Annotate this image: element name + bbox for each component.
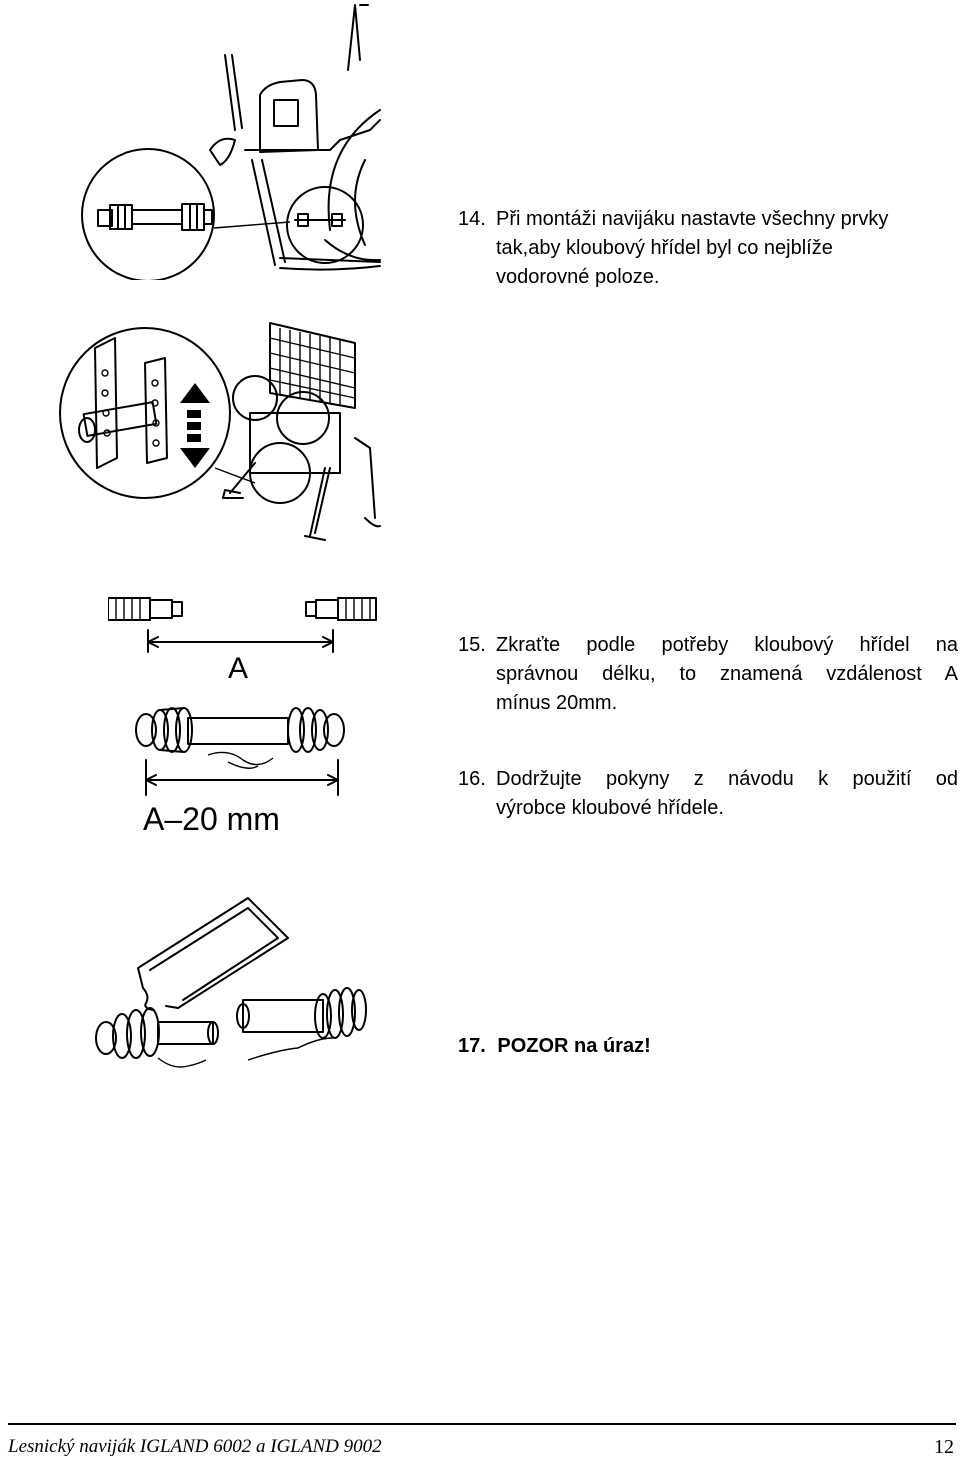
item-text-line: vodorovné poloze. — [496, 266, 660, 288]
figure-tractor-shaft — [70, 0, 390, 280]
instruction-item-17 — [458, 1032, 651, 1061]
figure-shaft-cutting — [88, 888, 378, 1083]
item-text-line: Zkraťte podle potřeby kloubový hřídel na — [496, 634, 958, 656]
footer-rule — [8, 1423, 956, 1425]
item-number: 14. — [458, 208, 486, 230]
item-number: 16. — [458, 768, 486, 790]
footer-title: Lesnický naviják IGLAND 6002 a IGLAND 9002 — [8, 1436, 382, 1457]
figure-shaft-length — [108, 590, 378, 835]
label-distance-a: A — [228, 652, 249, 685]
item-text-line: Při montáži navijáku nastavte všechny prvky — [496, 208, 889, 230]
item-text-line: tak,aby kloubový hřídel byl co nejblíže — [496, 237, 833, 259]
figure-winch-adjustment — [55, 318, 385, 553]
page-number: 12 — [934, 1436, 954, 1458]
item-number: 17. — [458, 1035, 486, 1057]
label-distance-a-minus: A–20 mm — [143, 801, 280, 835]
item-number: 15. — [458, 634, 486, 656]
item-text-line: správnou délku, to znamená vzdálenost A — [496, 663, 958, 685]
warning-text: POZOR na úraz! — [497, 1035, 651, 1057]
item-text-line: mínus 20mm. — [496, 692, 618, 714]
item-text-line: výrobce kloubové hřídele. — [496, 797, 724, 819]
item-text-line: Dodržujte pokyny z návodu k použití od — [496, 768, 958, 790]
